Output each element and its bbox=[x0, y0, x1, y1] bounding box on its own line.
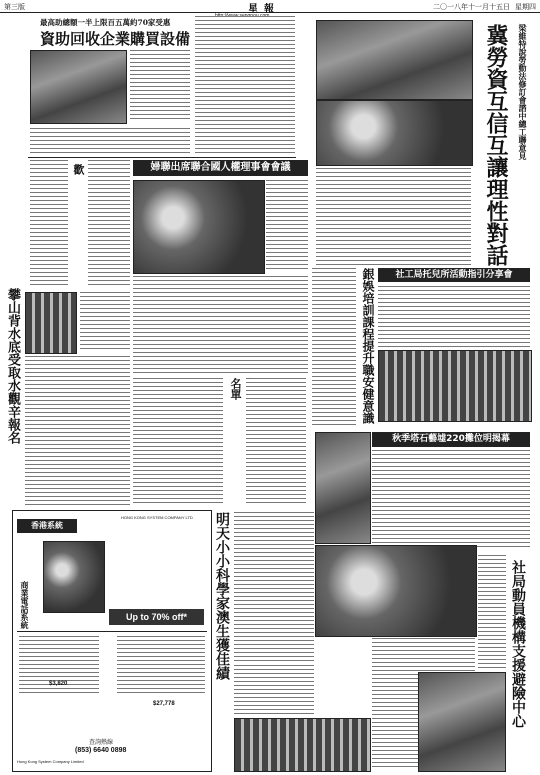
ad-block[interactable] bbox=[12, 510, 212, 772]
a6-photo bbox=[378, 350, 532, 422]
a11-photo bbox=[418, 672, 506, 772]
ad-hotline-label: 查詢熱線 bbox=[89, 740, 114, 746]
ad-price2: $27,778 bbox=[153, 701, 175, 707]
a11-headline: 社局動員機構支援避險中心 bbox=[510, 560, 526, 728]
ad-brand: 香港系統 bbox=[17, 519, 77, 533]
a4-headline: 攀山背水底受取水觀辛報名 bbox=[5, 288, 20, 444]
a2-text-side bbox=[266, 180, 308, 272]
a10-photo2 bbox=[234, 718, 371, 772]
a2-photo bbox=[133, 180, 265, 274]
ad-company-en: HONG KONG SYSTEM COMPANY LTD bbox=[121, 515, 193, 520]
a4-text2 bbox=[25, 356, 130, 506]
ad-address: Hong Kong System Company Limited bbox=[17, 759, 84, 764]
ad-tagline: 商業電話系統 bbox=[20, 581, 29, 629]
a10-headline: 明天小小科學家澳生獲佳績 bbox=[214, 512, 230, 680]
a6-text bbox=[378, 286, 530, 348]
ad-promo: Up to 70% off* bbox=[109, 609, 204, 625]
a7-headline: 銀娛培訓課程提升職安健意識 bbox=[361, 268, 375, 424]
a5-headline: 冀勞資互信互讓理性對話 bbox=[483, 24, 508, 266]
ad-spec1 bbox=[19, 636, 99, 696]
a10-photo-top bbox=[315, 432, 371, 544]
weekday: 星期四 bbox=[515, 3, 536, 11]
a4-text3 bbox=[133, 378, 223, 506]
divider bbox=[28, 157, 296, 158]
left-text bbox=[30, 160, 68, 288]
a8-text bbox=[372, 450, 530, 550]
date: 二〇一八年十一月十五日 bbox=[433, 4, 510, 11]
a9-text bbox=[246, 378, 306, 506]
a5-kicker: 梁維特說勞動法修訂會諮中總工聯意見 bbox=[518, 24, 527, 160]
ad-photo bbox=[43, 541, 105, 613]
a8-headline: 秋季塔石藝墟220攤位明揭幕 bbox=[372, 432, 530, 447]
a10-text2 bbox=[234, 665, 314, 715]
a5-text bbox=[316, 168, 471, 268]
a6-headline: 社工局托兒所活動指引分享會 bbox=[378, 268, 530, 282]
a2-headline: 婦聯出席聯合國人權理事會會議 bbox=[133, 160, 308, 176]
ad-divider bbox=[17, 631, 207, 632]
a3-text bbox=[88, 160, 130, 288]
a5-photo2 bbox=[316, 100, 473, 166]
a1-text-col1 bbox=[130, 50, 190, 122]
a2-text bbox=[133, 276, 308, 374]
a5-photo1 bbox=[316, 20, 473, 100]
a1-photo bbox=[30, 50, 127, 124]
a11-text bbox=[478, 555, 506, 670]
a1-text-col3 bbox=[195, 16, 295, 154]
a9-headline: 名單 bbox=[229, 378, 242, 400]
a4-text1 bbox=[80, 292, 130, 352]
ad-hotline[interactable]: (853) 6640 0898 bbox=[75, 747, 127, 754]
ad-price1: $3,820 bbox=[49, 681, 68, 687]
a3-headline: 歡 bbox=[72, 164, 85, 175]
page-label: 第三版 bbox=[4, 3, 25, 11]
a4-photo bbox=[25, 292, 77, 354]
a10-text1 bbox=[234, 512, 314, 662]
a1-headline: 資助回收企業購買設備 bbox=[40, 30, 191, 48]
a1-text-col2 bbox=[30, 128, 190, 154]
a10-photo bbox=[315, 545, 477, 637]
masthead: 星報 bbox=[248, 4, 280, 15]
a7-text bbox=[312, 268, 356, 428]
ad-spec2 bbox=[117, 636, 205, 696]
page-header bbox=[0, 0, 540, 13]
a1-kicker: 最高助總額一半上限百五萬約70家受惠 bbox=[40, 18, 171, 27]
